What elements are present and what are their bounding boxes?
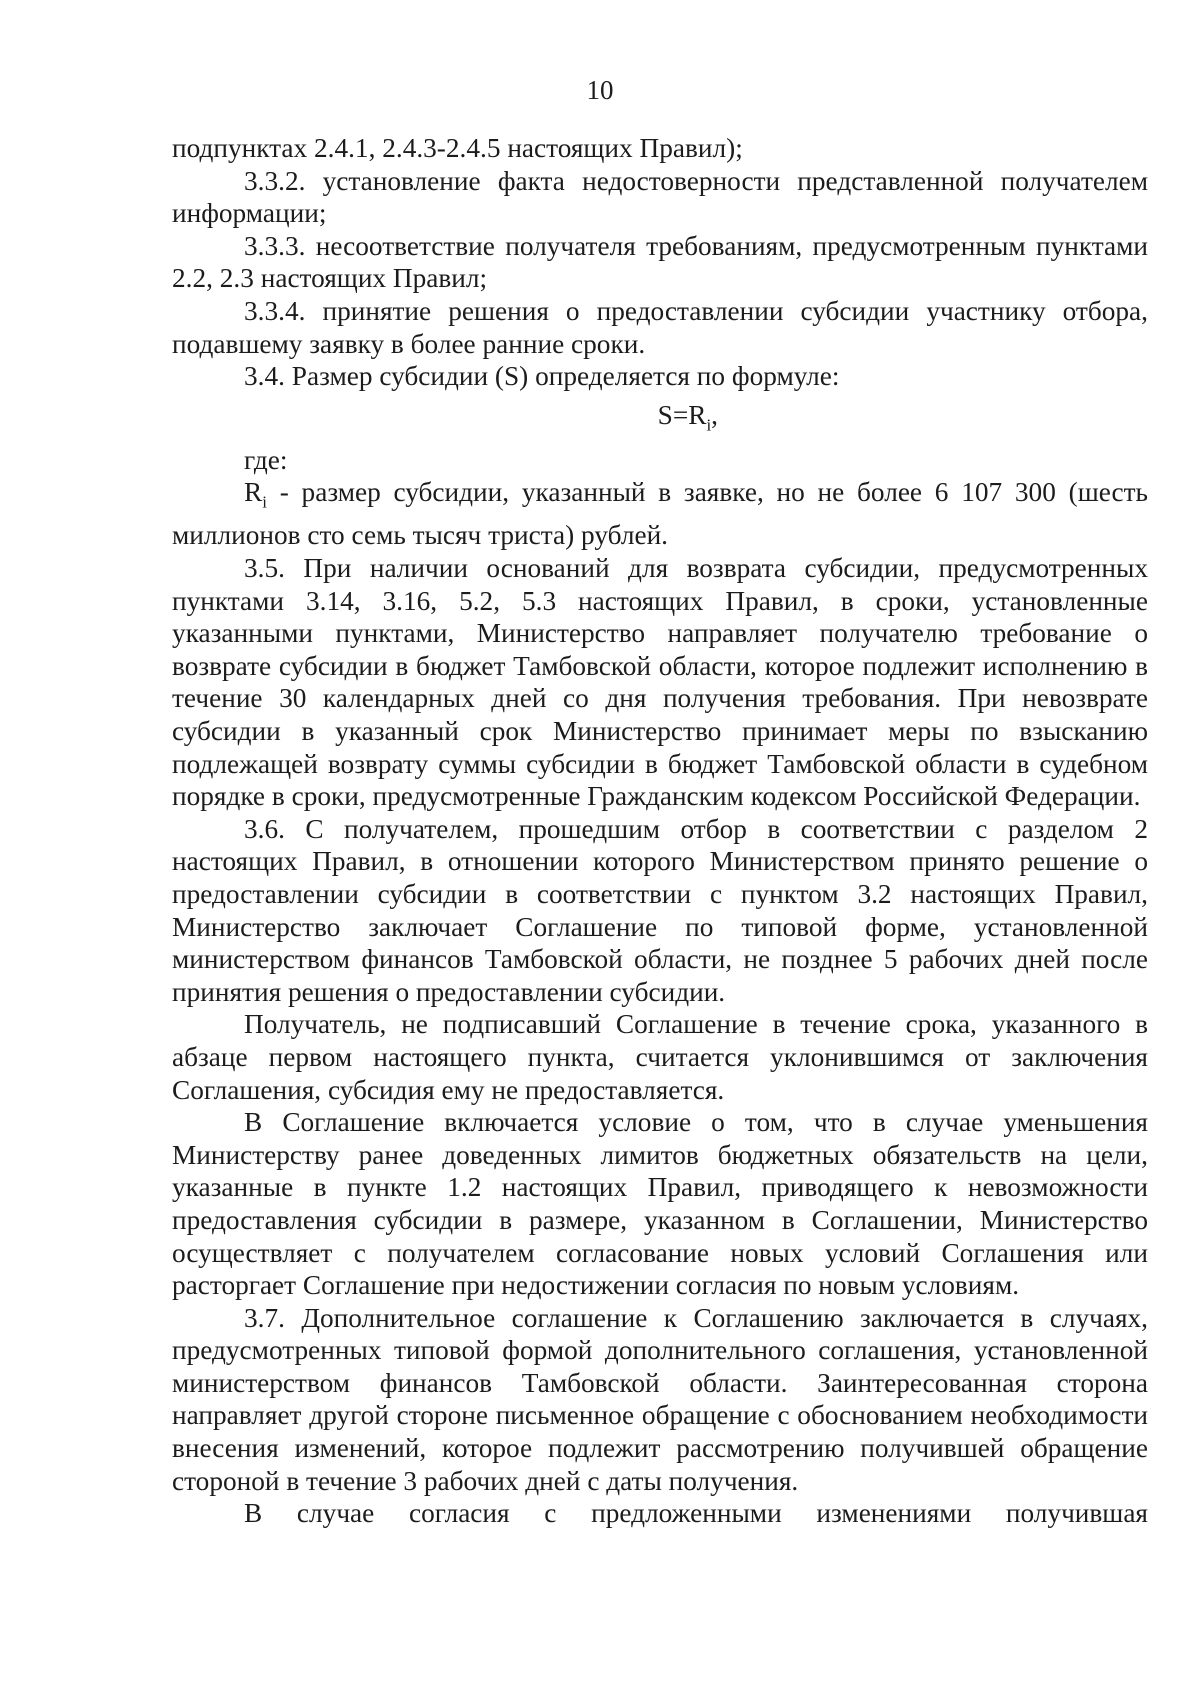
- formula-main: S=R: [657, 399, 707, 430]
- paragraph-3-3-4: 3.3.4. принятие решения о предоставлении субсидии участнику отбора, подавшему заявку в более ранние сроки.: [172, 295, 1148, 359]
- paragraph-3-3-2: 3.3.2. установление факта недостоверности представленной получателем информации;: [172, 165, 1148, 229]
- formula-tail: ,: [711, 399, 718, 430]
- subsidy-formula: [172, 399, 1148, 442]
- paragraph-where: где:: [244, 444, 288, 475]
- paragraph-agreement-condition: В Соглашение включается условие о том, что в случае уменьшения Министерству ранее доведенных лимитов бюджетных обязательств на цели, указанные в пункте 1.2 настоящих Правил, приводящего к невозможности предоставления субсидии в размере, указанном в Соглашении, Министерство осуществляет с получателем согласование новых условий Соглашения или расторгает Соглашение при недостижении согласия по новым условиям.: [172, 1107, 1148, 1301]
- paragraph-consent: В случае согласия с предложенными изменениями получившая: [244, 1498, 1148, 1529]
- ri-subscript: i: [262, 492, 267, 512]
- page-number: 10: [586, 75, 614, 105]
- paragraph-3-3-3: 3.3.3. несоответствие получателя требованиям, предусмотренным пунктами 2.2, 2.3 настоящих Правил;: [172, 230, 1148, 294]
- ri-definition-text: - размер субсидии, указанный в заявке, но не более 6 107 300 (шесть миллионов сто семь тысяч триста) рублей.: [172, 477, 1148, 551]
- paragraph-3-5: 3.5. При наличии оснований для возврата субсидии, предусмотренных пунктами 3.14, 3.16, 5.2, 5.3 настоящих Правил, в сроки, установленные указанными пунктами, Министерство направляет получателю требование о возврате субсидии в бюджет Тамбовской области, которое подлежит исполнению в течение 30 календарных дней со дня получения требования. При невозврате субсидии в указанный срок Министерство принимает меры по взысканию подлежащей возврату суммы субсидии в бюджет Тамбовской области в судебном порядке в сроки, предусмотренные Гражданским кодексом Российской Федерации.: [172, 553, 1148, 812]
- paragraph-3-7: 3.7. Дополнительное соглашение к Соглашению заключается в случаях, предусмотренных типовой формой дополнительного соглашения, установленной министерством финансов Тамбовской области. Заинтересованная сторона направляет другой стороне письменное обращение с обоснованием необходимости внесения изменений, которое подлежит рассмотрению получившей обращение стороной в течение 3 рабочих дней с даты получения.: [172, 1302, 1148, 1496]
- paragraph-continuation: подпунктах 2.4.1, 2.4.3-2.4.5 настоящих Правил);: [172, 133, 743, 163]
- document-body: [172, 132, 1148, 1530]
- paragraph-3-4: 3.4. Размер субсидии (S) определяется по формуле:: [244, 361, 840, 392]
- ri-symbol: R: [244, 477, 263, 508]
- paragraph-3-6: 3.6. С получателем, прошедшим отбор в соответствии с разделом 2 настоящих Правил, в отношении которого Министерством принято решение о предоставлении субсидии в соответствии с пунктом 3.2 настоящих Правил, Министерство заключает Соглашение по типовой форме, установленной министерством финансов Тамбовской области, не позднее 5 рабочих дней после принятия решения о предоставлении субсидии.: [172, 813, 1148, 1007]
- formula-subscript: i: [706, 415, 712, 435]
- paragraph-recipient-not-signed: Получатель, не подписавший Соглашение в течение срока, указанного в абзаце первом настоящего пункта, считается уклонившимся от заключения Соглашения, субсидия ему не предоставляется.: [172, 1009, 1148, 1105]
- paragraph-ri-definition: [172, 476, 1148, 552]
